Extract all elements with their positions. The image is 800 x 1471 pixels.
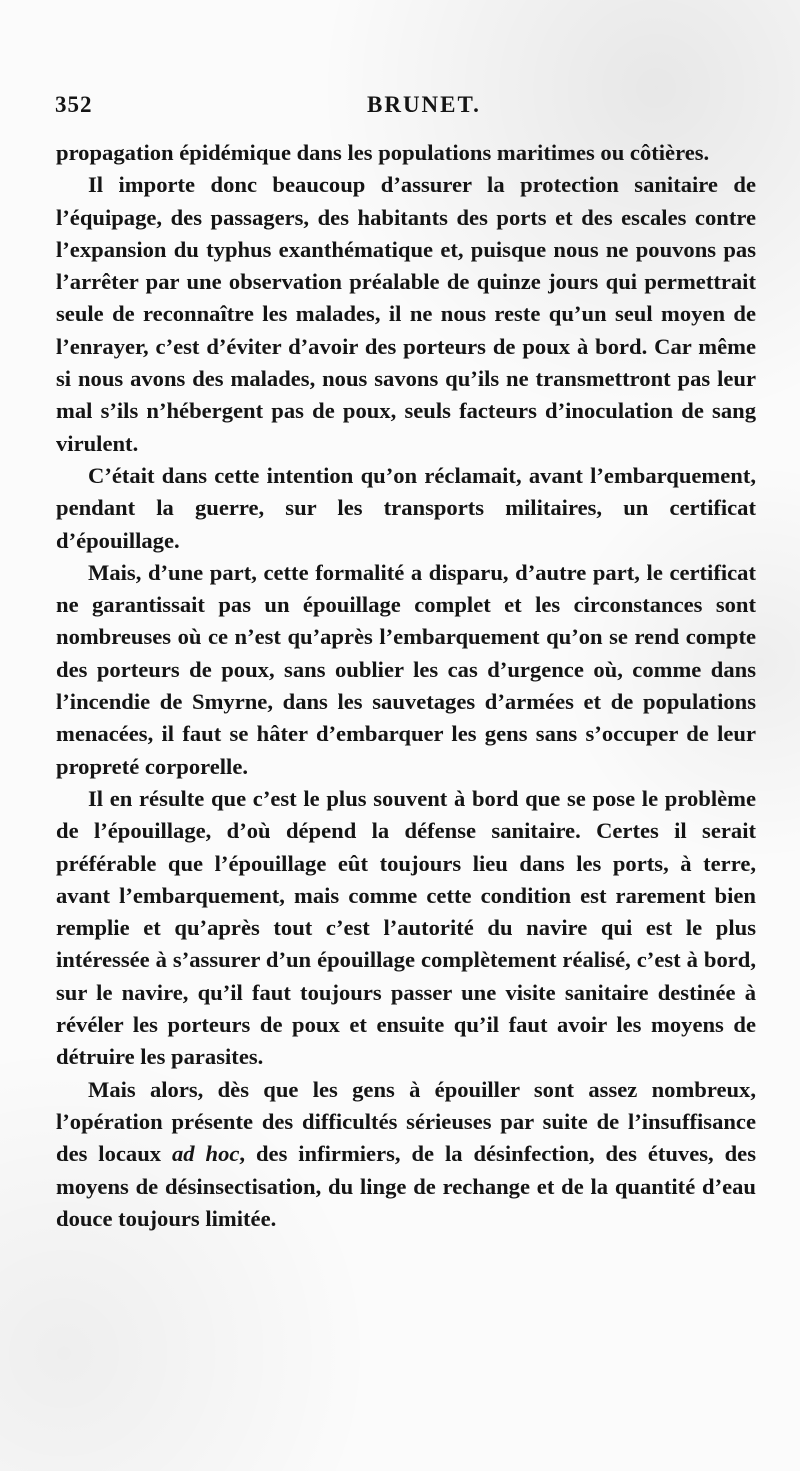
paragraph-2: Il importe donc beaucoup d’assurer la protection sanitaire de l’équipage, des passagers, des habitants des ports et des escales contre l’expansion du typhus exanthématique et, puisque nous ne pouvons pas l’arrêter par une observation préalable de quinze jours qui permettrait seule de reconnaître les malades, il ne nous reste qu’un seul moyen de l’enrayer, c’est d’éviter d’avoir des porteurs de poux à bord. Car même si nous avons des malades, nous savons qu’ils ne transmettront pas leur mal s’ils n’hébergent pas de poux, seuls facteurs d’inoculation de sang virulent.	[56, 172, 756, 456]
paragraph-6	[56, 1074, 756, 1235]
page-header	[55, 92, 755, 124]
paragraph-6-before: Mais alors, dès que les gens à épouiller sont assez nombreux, l’opération présente des difficultés sérieuses par suite de l’insuffisance des locaux	[56, 1076, 756, 1167]
paragraph-6-after: , des infirmiers, de la désinfection, des étuves, des moyens de désinsectisation, du linge de rechange et de la quantité d’eau douce toujours limitée.	[56, 1141, 757, 1231]
paragraph-6-italic: ad hoc	[172, 1141, 240, 1167]
paragraph-5: Il en résulte que c’est le plus souvent à bord que se pose le problème de l’épouillage, d’où dépend la défense sanitaire. Certes il serait préférable que l’épouillage eût toujours lieu dans les ports, à terre, avant l’embarquement, mais comme cette condition est rarement bien remplie et qu’après tout c’est l’autorité du navire qui est le plus intéressée à s’assurer d’un épouillage complètement réalisé, c’est à bord, sur le navire, qu’il faut toujours passer une visite sanitaire destinée à révéler les porteurs de poux et ensuite qu’il faut avoir les moyens de détruire les parasites.	[56, 785, 756, 1070]
body-text	[56, 137, 756, 1235]
paragraph-1: propagation épidémique dans les populations maritimes ou côtières.	[56, 140, 710, 165]
page-number: 352	[55, 92, 93, 117]
running-head: BRUNET.	[367, 92, 481, 117]
paragraph-3: C’était dans cette intention qu’on réclamait, avant l’embarquement, pendant la guerre, sur les transports militaires, un certificat d’épouillage.	[56, 462, 756, 553]
paragraph-4: Mais, d’une part, cette formalité a disparu, d’autre part, le certificat ne garantissait pas un épouillage complet et les circonstances sont nombreuses où ce n’est qu’après l’embarquement qu’on se rend compte des porteurs de poux, sans oublier les cas d’urgence où, comme dans l’incendie de Smyrne, dans les sauvetages d’armées et de populations menacées, il faut se hâter d’embarquer les gens sans s’occuper de leur propreté corporelle.	[56, 559, 756, 779]
